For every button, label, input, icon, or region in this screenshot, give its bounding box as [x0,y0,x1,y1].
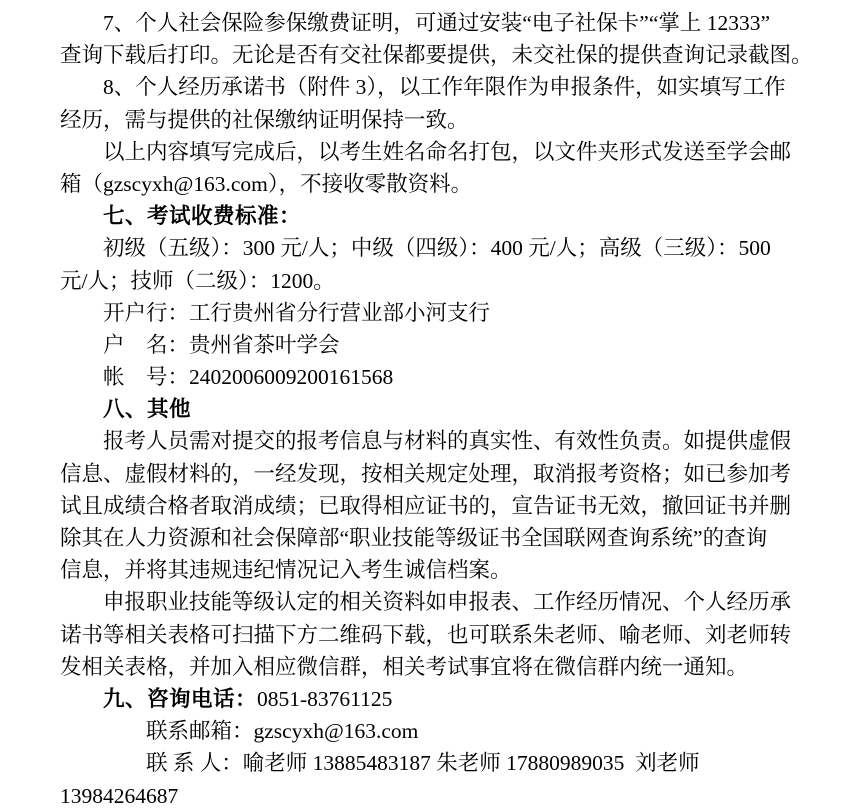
line-text: 初级（五级）：300 元/人；中级（四级）：400 元/人；高级（三级）：500 [103,236,771,261]
doc-line [60,522,841,554]
heading-text: 九、咨询电话： [103,686,258,711]
line-text: 开户行：工行贵州省分行营业部小河支行 [103,300,491,325]
section-heading-fees [60,200,841,232]
line-text: 发相关表格，并加入相应微信群，相关考试事宜将在微信群内统一通知。 [60,654,749,679]
section-heading-phone [60,683,841,715]
doc-line [60,458,841,490]
line-text: 申报职业技能等级认定的相关资料如申报表、工作经历情况、个人经历承 [103,590,792,615]
doc-line [60,425,841,457]
line-text: 除其在人力资源和社会保障部“职业技能等级证书全国联网查询系统”的查询 [60,526,768,550]
line-text: 7、个人社会保险参保缴费证明，可通过安装“电子社保卡”“掌上 12333” [103,11,771,35]
heading-text: 七、考试收费标准： [103,204,302,229]
account-number-line [60,361,841,393]
line-text: 试且成绩合格者取消成绩；已取得相应证书的，宣告证书无效，撤回证书并删 [60,493,792,518]
doc-line [60,7,841,39]
section-heading-other [60,393,841,425]
doc-line [60,39,841,71]
doc-line [60,586,841,618]
line-text: 诺书等相关表格可扫描下方二维码下载，也可联系朱老师、喻老师、刘老师转 [60,622,792,647]
line-text: 以上内容填写完成后，以考生姓名命名打包，以文件夹形式发送至学会邮 [103,139,792,164]
line-text: 8、个人经历承诺书（附件 3），以工作年限作为申报条件，如实填写工作 [103,75,786,100]
contact-persons-line-cont [60,780,841,812]
line-text: 信息、虚假材料的，一经发现，按相关规定处理，取消报考资格；如已参加考 [60,461,792,486]
line-text: 经历，需与提供的社保缴纳证明保持一致。 [60,107,469,132]
doc-line [60,490,841,522]
doc-line [60,71,841,103]
doc-line [60,168,841,200]
account-name-line [60,329,841,361]
phone-number-text: 0851-83761125 [257,686,393,711]
doc-line [60,554,841,586]
line-text: 帐 号：2402006009200161568 [103,365,394,390]
bank-branch-line [60,297,841,329]
line-text: 联 系 人：喻老师 13885483187 朱老师 17880989035 刘老师 [146,751,700,776]
line-text: 13984264687 [60,783,179,808]
heading-text: 八、其他 [103,397,192,422]
doc-line [60,265,841,297]
line-text: 信息，并将其违规违纪情况记入考生诚信档案。 [60,558,512,583]
line-text: 箱（gzscyxh@163.com），不接收零散资料。 [60,171,473,196]
doc-line [60,619,841,651]
line-text: 报考人员需对提交的报考信息与材料的真实性、有效性负责。如提供虚假 [103,429,792,454]
line-text: 元/人；技师（二级）：1200。 [60,268,335,293]
contact-persons-line [60,747,841,779]
line-text: 查询下载后打印。无论是否有交社保都要提供，未交社保的提供查询记录截图。 [60,43,813,68]
line-text: 联系邮箱：gzscyxh@163.com [146,719,419,744]
doc-line [60,232,841,264]
doc-line [60,651,841,683]
doc-line [60,136,841,168]
line-text: 户 名：贵州省茶叶学会 [103,332,340,357]
contact-email-line [60,715,841,747]
doc-line [60,104,841,136]
